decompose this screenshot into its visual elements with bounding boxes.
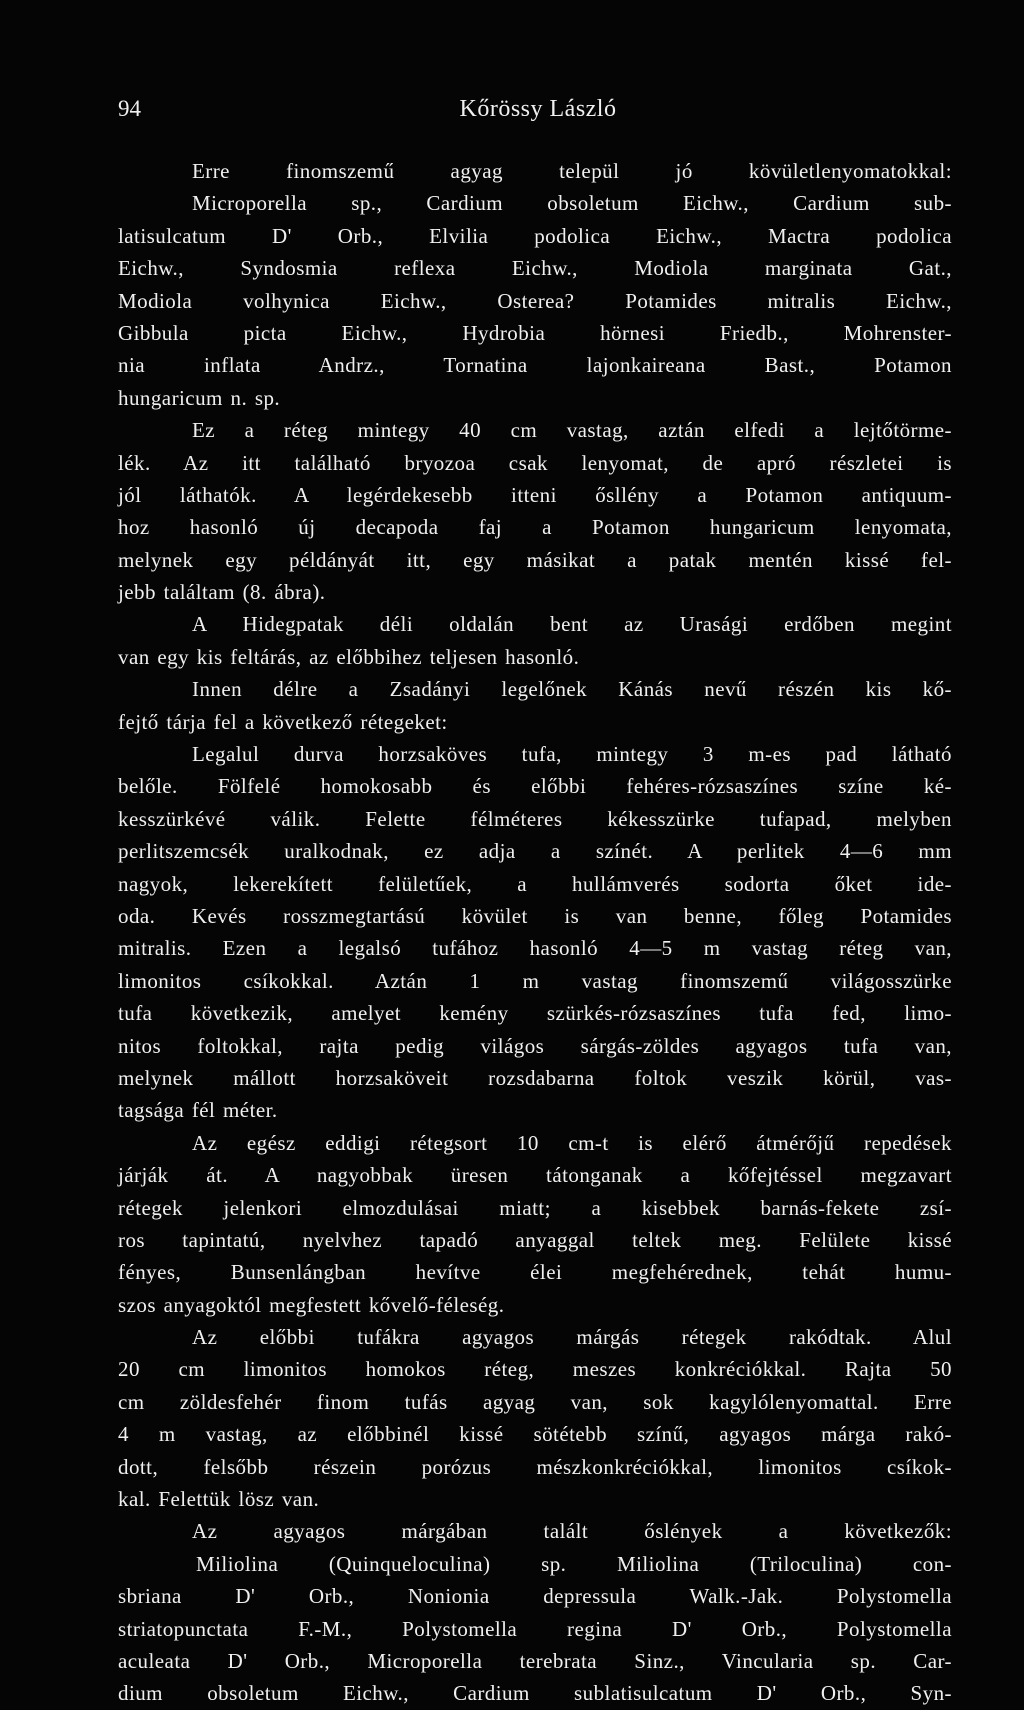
text-line: járják át. A nagyobbak üresen tátonganak a kőfejtéssel megzavart bbox=[118, 1163, 952, 1188]
text-line: ros tapintatú, nyelvhez tapadó anyaggal teltek meg. Felülete kissé bbox=[118, 1227, 952, 1252]
text-line: jebb találtam (8. ábra). bbox=[118, 580, 326, 605]
text-line: van egy kis feltárás, az előbbihez teljesen hasonló. bbox=[118, 644, 580, 669]
text-line: kesszürkévé válik. Felette félméteres kékesszürke tufapad, melyben bbox=[118, 806, 952, 831]
text-line: Eichw., Syndosmia reflexa Eichw., Modiola marginata Gat., bbox=[118, 256, 952, 281]
page-header bbox=[118, 96, 958, 136]
text-line: melynek egy példányát itt, egy másikat a patak mentén kissé fel- bbox=[118, 547, 952, 572]
text-line: fényes, Bunsenlángban hevítve élei megfehérednek, tehát humu- bbox=[118, 1260, 952, 1285]
text-line: Gibbula picta Eichw., Hydrobia hörnesi Friedb., Mohrenster- bbox=[118, 320, 952, 345]
text-line: Miliolina (Quinqueloculina) sp. Miliolina (Triloculina) con- bbox=[196, 1551, 952, 1576]
text-line: kal. Felettük lösz van. bbox=[118, 1487, 320, 1512]
text-line: 4 m vastag, az előbbinél kissé sötétebb színű, agyagos márga rakó- bbox=[118, 1422, 952, 1447]
text-line: tagsága fél méter. bbox=[118, 1098, 278, 1123]
text-line: Ez a réteg mintegy 40 cm vastag, aztán elfedi a lejtőtörme- bbox=[192, 418, 952, 443]
text-line: szos anyagoktól megfestett kővelő-féleség. bbox=[118, 1292, 505, 1317]
text-line: sbriana D' Orb., Nonionia depressula Walk.-Jak. Polystomella bbox=[118, 1584, 952, 1609]
text-line: hungaricum n. sp. bbox=[118, 385, 281, 410]
text-line: Erre finomszemű agyag települ jó kövületlenyomatokkal: bbox=[192, 159, 952, 183]
text-line: belőle. Fölfelé homokosabb és előbbi fehéres-rózsaszínes színe ké- bbox=[118, 774, 952, 799]
text-line: rétegek jelenkori elmozdulásai miatt; a kisebbek barnás-fekete zsí- bbox=[118, 1195, 952, 1220]
page-number: 94 bbox=[118, 96, 141, 121]
text-line: nagyok, lekerekített felületűek, a hullámverés sodorta őket ide- bbox=[118, 871, 952, 896]
body-text bbox=[118, 155, 952, 1710]
text-line: tufa következik, amelyet kemény szürkés-rózsaszínes tufa fed, limo- bbox=[118, 1001, 952, 1026]
text-line: hoz hasonló új decapoda faj a Potamon hungaricum lenyomata, bbox=[118, 515, 952, 540]
text-line: mitralis. Ezen a legalsó tufához hasonló 4—5 m vastag réteg van, bbox=[118, 936, 952, 961]
text-line: nia inflata Andrz., Tornatina lajonkaireana Bast., Potamon bbox=[118, 353, 952, 378]
text-line: oda. Kevés rosszmegtartású kövület is van benne, főleg Potamides bbox=[118, 903, 952, 928]
text-line: lék. Az itt található bryozoa csak lenyomat, de apró részletei is bbox=[118, 450, 952, 475]
text-line: Az agyagos márgában talált őslények a következők: bbox=[192, 1519, 952, 1544]
text-line: dott, felsőbb részein porózus mészkonkréciókkal, limonitos csíkok- bbox=[118, 1454, 952, 1479]
text-line: Az előbbi tufákra agyagos márgás rétegek rakódtak. Alul bbox=[192, 1325, 952, 1350]
running-head-author: Kőrössy László bbox=[459, 96, 617, 122]
text-line: Microporella sp., Cardium obsoletum Eichw., Cardium sub- bbox=[192, 191, 952, 216]
text-line: A Hidegpatak déli oldalán bent az Urasági erdőben megint bbox=[192, 612, 952, 637]
text-line: striatopunctata F.-M., Polystomella regina D' Orb., Polystomella bbox=[118, 1616, 952, 1641]
text-line: latisulcatum D' Orb., Elvilia podolica Eichw., Mactra podolica bbox=[118, 223, 952, 248]
text-line: melynek mállott horzsaköveit rozsdabarna foltok veszik körül, vas- bbox=[118, 1065, 952, 1090]
text-line: dium obsoletum Eichw., Cardium sublatisulcatum D' Orb., Syn- bbox=[118, 1681, 952, 1706]
text-line: fejtő tárja fel a következő rétegeket: bbox=[118, 709, 448, 734]
text-line: aculeata D' Orb., Microporella terebrata Sinz., Vincularia sp. Car- bbox=[118, 1648, 952, 1673]
text-line: nitos foltokkal, rajta pedig világos sárgás-zöldes agyagos tufa van, bbox=[118, 1033, 952, 1058]
text-line: Legalul durva horzsaköves tufa, mintegy 3 m-es pad látható bbox=[192, 742, 952, 767]
text-line: limonitos csíkokkal. Aztán 1 m vastag finomszemű világosszürke bbox=[118, 968, 952, 993]
text-line: jól láthatók. A legérdekesebb itteni ősllény a Potamon antiquum- bbox=[118, 482, 952, 507]
text-line: Innen délre a Zsadányi legelőnek Kánás nevű részén kis kő- bbox=[192, 677, 952, 702]
text-line: Modiola volhynica Eichw., Osterea? Potamides mitralis Eichw., bbox=[118, 288, 952, 313]
text-line: 20 cm limonitos homokos réteg, meszes konkréciókkal. Rajta 50 bbox=[118, 1357, 952, 1382]
text-line: Az egész eddigi rétegsort 10 cm-t is elérő átmérőjű repedések bbox=[192, 1130, 952, 1155]
text-line: perlitszemcsék uralkodnak, ez adja a színét. A perlitek 4—6 mm bbox=[118, 839, 952, 864]
text-line: cm zöldesfehér finom tufás agyag van, sok kagylólenyomattal. Erre bbox=[118, 1389, 952, 1414]
